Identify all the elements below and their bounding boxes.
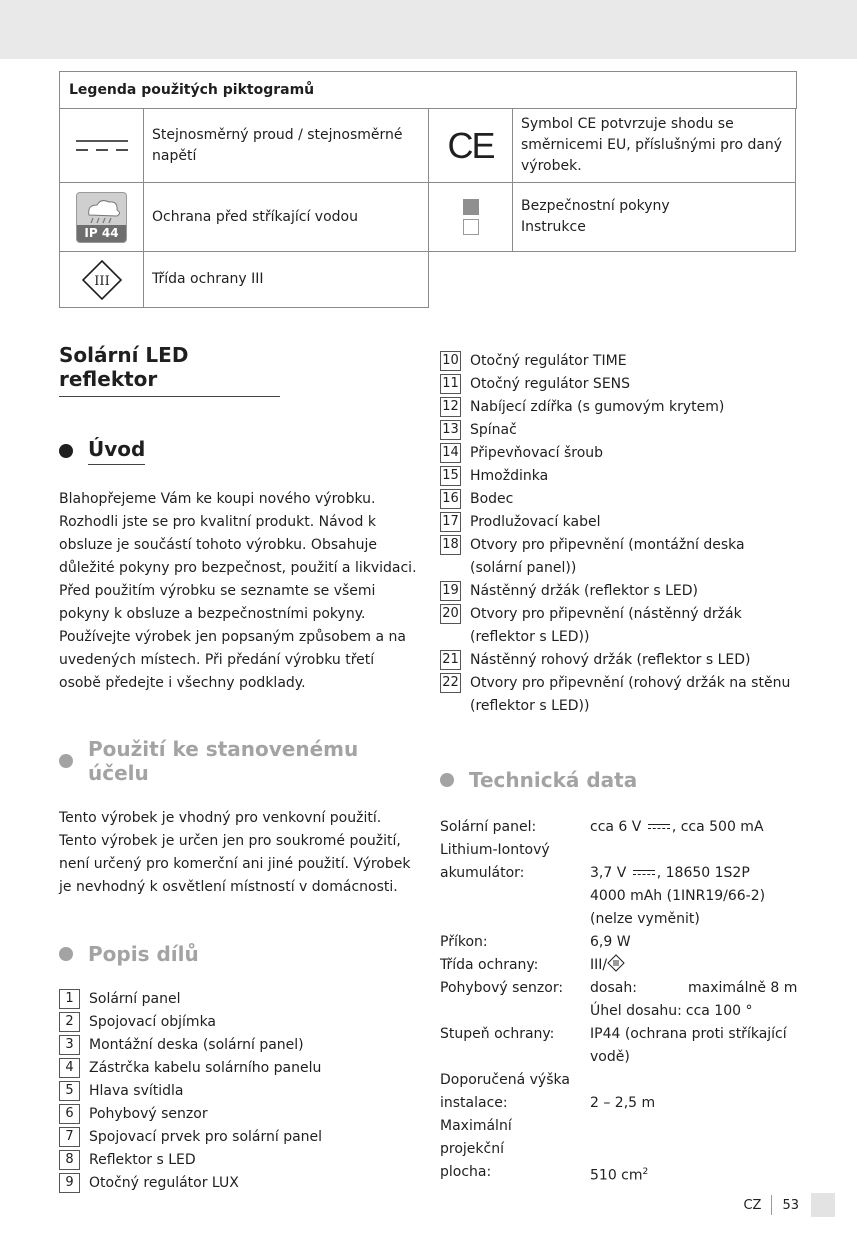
tech-row-area (440, 1161, 800, 1188)
footer-divider (771, 1195, 772, 1215)
usage-text: Tento výrobek je vhodný pro venkovní použití. Tento výrobek je určen jen pro soukromé použití, není určený pro komerční ani jiné použití. Výrobek je nevhodný k osvětlení místností v domácnosti. (59, 810, 411, 895)
tech-row-battery (440, 862, 800, 885)
tech-row-height-label (440, 1069, 800, 1092)
part-number: 19 (440, 581, 461, 601)
part-item (440, 396, 800, 419)
part-number: 9 (59, 1173, 80, 1193)
tech-row-ip (440, 1023, 800, 1069)
tech-row-area-label-1 (440, 1115, 800, 1138)
tech-key: Lithium-Iontový (440, 842, 550, 858)
page-number: 53 (782, 1197, 799, 1213)
part-item (440, 442, 800, 465)
safety-label: Bezpečnostní pokyny (521, 198, 670, 214)
tech-key: Maximální (440, 1118, 512, 1134)
tech-value: 2 – 2,5 m (590, 1095, 656, 1111)
part-label: Otočný regulátor TIME (470, 353, 627, 369)
tech-value: 6,9 W (590, 934, 631, 950)
part-item (440, 465, 800, 488)
part-item (59, 1149, 419, 1172)
tech-value (590, 862, 800, 885)
part-label: Montážní deska (solární panel) (89, 1037, 304, 1053)
part-number: 17 (440, 512, 461, 532)
instruction-square-icon (463, 219, 479, 235)
battery-capacity: 4000 mAh (1INR19/66-2) (590, 888, 766, 904)
page-footer (743, 1193, 835, 1217)
intro-text: Blahopřejeme Vám ke koupi nového výrobku. Rozhodli jste se pro kvalitní produkt. Návod k obsluze je součástí tohoto výrobku. Obsahuje důležité pokyny pro bezpečnost, použití a likvidaci. Před použitím výrobku se seznamte se všemi pokyny k obsluze a bezpečnostními pokyny. Používejte výrobek jen popsaným způsobem a na uvedených místech. Při předání výrobku třetí osobě předejte i všechny podklady. (59, 491, 417, 691)
tech-key: projekční (440, 1141, 504, 1157)
solar-current: , cca 500 mA (671, 819, 764, 835)
language-code: CZ (743, 1197, 762, 1213)
sensor-angle-key: Úhel dosahu: (590, 1003, 682, 1019)
part-item (440, 649, 800, 672)
part-number: 16 (440, 489, 461, 509)
tech-value (590, 1161, 800, 1188)
dc-description: Stejnosměrný proud / stejnosměrné napětí (143, 108, 429, 183)
bullet-icon (59, 947, 73, 961)
protection-class-iii-icon (59, 251, 144, 308)
bullet-icon (59, 754, 73, 768)
part-label: Otvory pro připevnění (nástěnný držák (reflektor s LED)) (470, 606, 742, 645)
part-item (59, 1057, 419, 1080)
parts-heading (59, 942, 419, 966)
right-column (440, 350, 800, 1188)
tech-row-height (440, 1092, 800, 1115)
part-number: 1 (59, 989, 80, 1009)
tech-value (590, 1000, 800, 1023)
tech-key: Příkon: (440, 934, 488, 950)
part-number: 5 (59, 1081, 80, 1101)
part-label: Hlava svítidla (89, 1083, 184, 1099)
protection-class-iii-icon (607, 954, 625, 972)
bullet-icon (59, 444, 73, 458)
parts-list-right (440, 350, 800, 718)
part-item (440, 534, 800, 580)
tech-data-table (440, 816, 800, 1188)
tech-row-solar (440, 816, 800, 839)
sensor-range-key: dosah: (590, 980, 637, 996)
part-number: 6 (59, 1104, 80, 1124)
part-label: Otočný regulátor SENS (470, 376, 631, 392)
part-item (59, 1126, 419, 1149)
page-tab-marker (811, 1193, 835, 1217)
tech-key: instalace: (440, 1095, 508, 1111)
part-number: 18 (440, 535, 461, 555)
part-label: Bodec (470, 491, 514, 507)
tech-heading (440, 768, 800, 792)
ce-mark-text: CE (447, 124, 494, 166)
part-item (59, 988, 419, 1011)
class-description: Třída ochrany III (143, 251, 429, 308)
usage-heading (59, 737, 419, 785)
area-unit-exponent: 2 (642, 1167, 649, 1177)
tech-value (590, 977, 800, 1000)
part-label: Otvory pro připevnění (montážní deska (solární panel)) (470, 537, 745, 576)
intro-heading (59, 437, 419, 465)
tech-key: Pohybový senzor: (440, 980, 564, 996)
part-item (440, 580, 800, 603)
dc-symbol-icon (648, 822, 670, 832)
class-value: III/ (590, 957, 608, 973)
tech-row-power (440, 931, 800, 954)
tech-key: Třída ochrany: (440, 957, 539, 973)
part-number: 15 (440, 466, 461, 486)
part-number: 20 (440, 604, 461, 624)
part-label: Nabíjecí zdířka (s gumovým krytem) (470, 399, 725, 415)
dc-icon (59, 108, 144, 183)
part-label: Hmoždinka (470, 468, 549, 484)
tech-value (590, 954, 800, 977)
part-label: Spojovací prvek pro solární panel (89, 1129, 323, 1145)
part-item (440, 488, 800, 511)
part-label: Otočný regulátor LUX (89, 1175, 239, 1191)
usage-heading-text: Použití ke stanovenému účelu (88, 737, 359, 785)
product-title: Solární LED reflektor (59, 343, 280, 397)
part-item (59, 1103, 419, 1126)
part-label: Prodlužovací kabel (470, 514, 601, 530)
area-value: 510 cm (590, 1167, 643, 1184)
parts-heading-text: Popis dílů (88, 942, 199, 966)
solar-voltage: cca 6 V (590, 819, 642, 835)
part-number: 12 (440, 397, 461, 417)
safety-description (512, 182, 796, 252)
ce-description: Symbol CE potvrzuje shodu se směrnicemi EU, příslušnými pro daný výrobek. (512, 108, 796, 183)
ip44-label: IP 44 (77, 225, 126, 242)
tech-row-battery-3 (440, 908, 800, 931)
tech-row-area-label-2 (440, 1138, 800, 1161)
safety-square-icon (463, 199, 479, 215)
battery-voltage: 3,7 V (590, 865, 627, 881)
part-label: Zástrčka kabelu solárního panelu (89, 1060, 322, 1076)
bullet-icon (440, 773, 454, 787)
tech-key: Doporučená výška (440, 1072, 570, 1088)
part-item (440, 350, 800, 373)
battery-note: (nelze vyměnit) (590, 911, 700, 927)
tech-key: Stupeň ochrany: (440, 1026, 555, 1042)
part-item (440, 373, 800, 396)
part-item (440, 603, 800, 649)
battery-type: , 18650 1S2P (656, 865, 750, 881)
part-number: 4 (59, 1058, 80, 1078)
legend-title: Legenda použitých piktogramů (59, 71, 797, 109)
part-item (440, 419, 800, 442)
tech-row-sensor-angle (440, 1000, 800, 1023)
tech-key: plocha: (440, 1164, 492, 1180)
pictogram-legend (59, 71, 797, 308)
part-label: Reflektor s LED (89, 1152, 196, 1168)
part-item (59, 1080, 419, 1103)
part-label: Solární panel (89, 991, 181, 1007)
tech-key: Solární panel: (440, 819, 537, 835)
tech-heading-text: Technická data (469, 768, 638, 792)
tech-row-class (440, 954, 800, 977)
part-item (59, 1034, 419, 1057)
part-number: 21 (440, 650, 461, 670)
tech-row-battery-2 (440, 885, 800, 908)
part-item (440, 672, 800, 718)
ip44-icon (59, 182, 144, 252)
part-number: 2 (59, 1012, 80, 1032)
sensor-range: maximálně 8 m (688, 980, 798, 996)
part-label: Připevňovací šroub (470, 445, 604, 461)
part-number: 22 (440, 673, 461, 693)
ce-mark-icon (428, 108, 513, 183)
part-label: Nástěnný rohový držák (reflektor s LED) (470, 652, 751, 668)
tech-row-sensor (440, 977, 800, 1000)
part-label: Nástěnný držák (reflektor s LED) (470, 583, 699, 599)
tech-value: IP44 (ochrana proti stříkající vodě) (590, 1026, 787, 1065)
sensor-angle: cca 100 ° (685, 1003, 753, 1019)
dc-symbol-icon (633, 868, 655, 878)
part-number: 7 (59, 1127, 80, 1147)
parts-list-left (59, 988, 419, 1195)
intro-heading-text: Úvod (88, 437, 145, 465)
left-column (59, 343, 419, 1195)
part-item (59, 1011, 419, 1034)
part-number: 3 (59, 1035, 80, 1055)
tech-value (590, 816, 800, 839)
tech-key: akumulátor: (440, 865, 525, 881)
part-label: Otvory pro připevnění (rohový držák na stěnu (reflektor s LED)) (470, 675, 791, 714)
part-number: 14 (440, 443, 461, 463)
class-iii-text: III (93, 273, 110, 289)
part-label: Spínač (470, 422, 517, 438)
part-number: 13 (440, 420, 461, 440)
part-label: Spojovací objímka (89, 1014, 217, 1030)
ip-description: Ochrana před stříkající vodou (143, 182, 429, 252)
part-label: Pohybový senzor (89, 1106, 208, 1122)
part-item (59, 1172, 419, 1195)
instruction-label: Instrukce (521, 219, 586, 235)
part-number: 10 (440, 351, 461, 371)
part-number: 11 (440, 374, 461, 394)
top-band (0, 0, 857, 59)
tech-row-battery-label (440, 839, 800, 862)
safety-instruction-icons (428, 182, 513, 252)
part-number: 8 (59, 1150, 80, 1170)
part-item (440, 511, 800, 534)
